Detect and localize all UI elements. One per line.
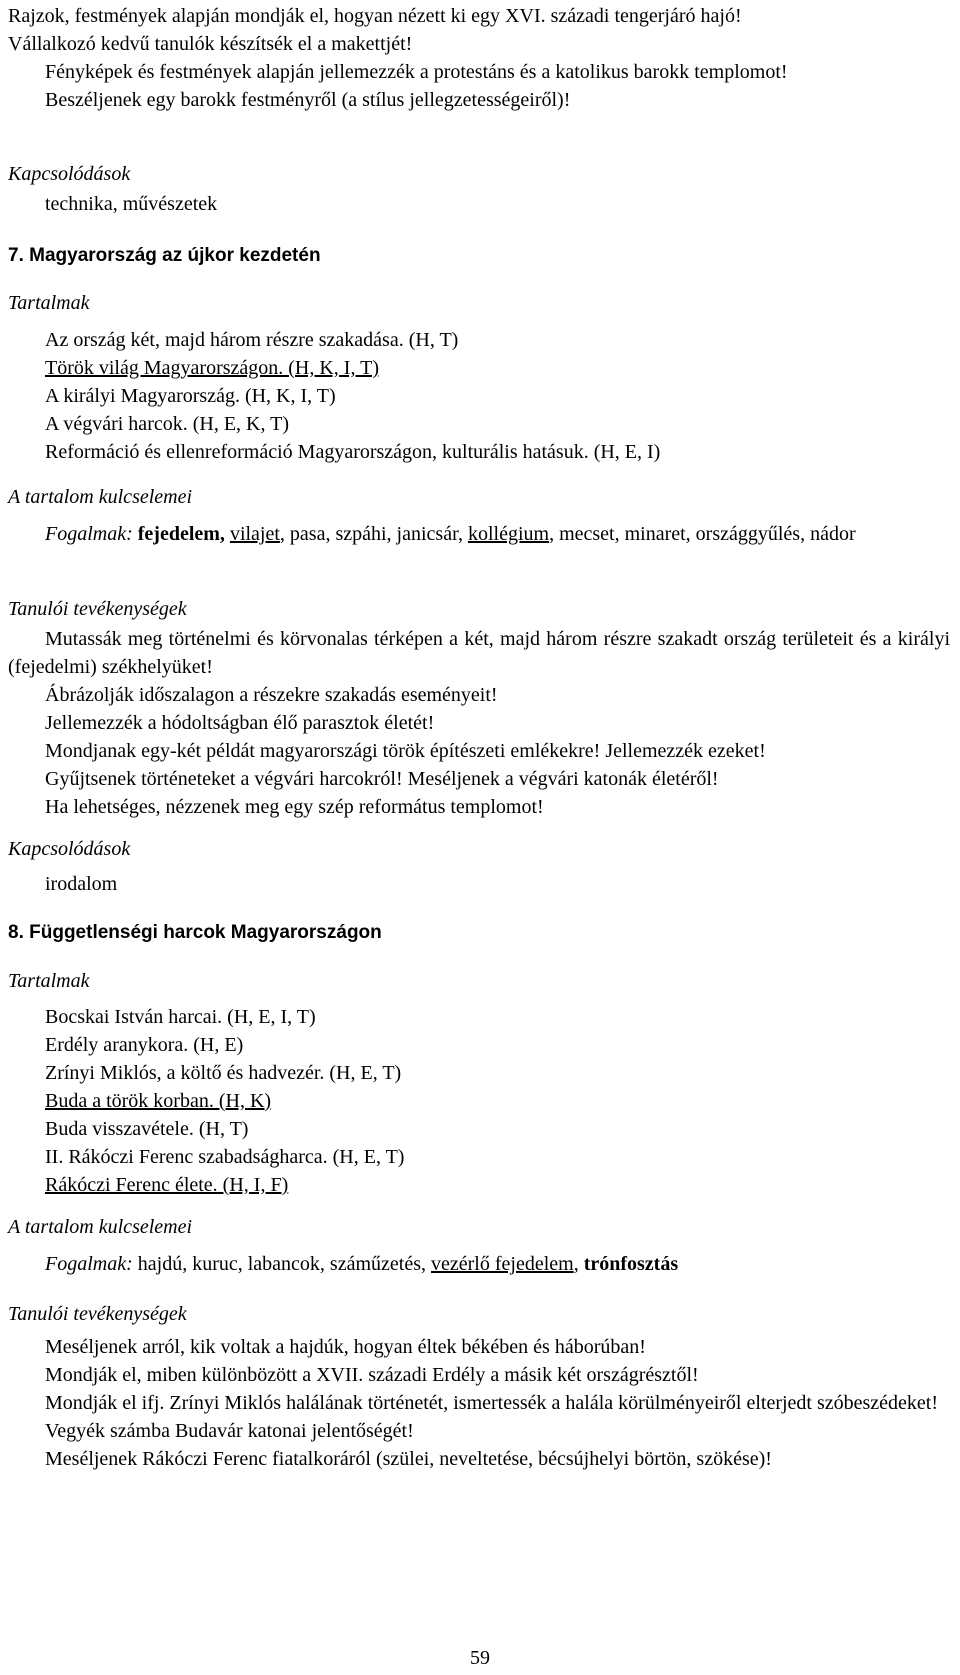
concept-underlined: kollégium xyxy=(467,523,550,545)
content-item: Az ország két, majd három részre szakadása. (H, T) xyxy=(45,329,459,351)
concept-plain: , pasa, szpáhi, janicsár, xyxy=(279,523,468,545)
section-8-activities xyxy=(8,1333,950,1473)
activity-line xyxy=(8,58,950,86)
content-item: Zrínyi Miklós, a költő és hadvezér. (H, E, T) xyxy=(45,1062,402,1084)
content-item: Reformáció és ellenreformáció Magyarországon, kulturális hatásuk. (H, E, I) xyxy=(45,441,661,463)
activity-item: Meséljenek Rákóczi Ferenc fiatalkoráról (szülei, neveltetése, bécsújhelyi börtön, szökése)! xyxy=(45,1448,772,1470)
section-label-kulcselemei: A tartalom kulcselemei xyxy=(8,1216,193,1238)
fogalmak-paragraph xyxy=(8,1250,678,1278)
section-label-kulcselemei: A tartalom kulcselemei xyxy=(8,486,193,508)
content-item: Erdély aranykora. (H, E) xyxy=(45,1034,244,1056)
section-8-content-list xyxy=(8,1003,950,1199)
page-number: 59 xyxy=(470,1647,490,1669)
content-item: Buda a török korban. (H, K) xyxy=(45,1090,272,1112)
concept-bold: trónfosztás xyxy=(583,1253,679,1275)
content-item: A királyi Magyarország. (H, K, I, T) xyxy=(45,385,336,407)
concept-plain: hajdú, kuruc, labancok, száműzetés, xyxy=(132,1253,431,1275)
activity-line: Vállalkozó kedvű tanulók készítsék el a makettjét! xyxy=(8,33,413,55)
content-item: Bocskai István harcai. (H, E, I, T) xyxy=(45,1006,316,1028)
concept-underlined: vezérlő fejedelem xyxy=(431,1253,574,1275)
section-label-kapcsolodasok: Kapcsolódások xyxy=(8,163,131,185)
activity-line: Rajzok, festmények alapján mondják el, hogyan nézett ki egy XVI. századi tengerjáró hajó! xyxy=(8,5,742,27)
activity-item: Ha lehetséges, nézzenek meg egy szép református templomot! xyxy=(45,796,544,818)
section-7-content-list xyxy=(8,326,950,466)
fogalmak-paragraph xyxy=(8,520,950,548)
concept-plain: , xyxy=(573,1253,584,1275)
activity-item: Mutassák meg történelmi és körvonalas térképen a két, majd három részre szakadt ország területeit és a királyi (fejedelmi) székhelyüket! xyxy=(8,628,950,678)
activity-item: Mondják el, miben különbözött a XVII. századi Erdély a másik két országrésztől! xyxy=(45,1364,699,1386)
section-7-title: 7. Magyarország az újkor kezdetén xyxy=(8,245,321,266)
kapcsolodasok-value: irodalom xyxy=(45,873,118,895)
content-item: II. Rákóczi Ferenc szabadságharca. (H, E, T) xyxy=(45,1146,405,1168)
content-item: Rákóczi Ferenc élete. (H, I, F) xyxy=(45,1174,289,1196)
content-item: Buda visszavétele. (H, T) xyxy=(45,1118,249,1140)
kapcsolodasok-value: technika, művészetek xyxy=(45,193,218,215)
section-label-tartalmak: Tartalmak xyxy=(8,970,90,992)
activity-item: Gyűjtsenek történeteket a végvári harcokról! Meséljenek a végvári katonák életéről! xyxy=(45,768,719,790)
activity-text: Fényképek és festmények alapján jellemezzék a protestáns és a katolikus barokk templomot! xyxy=(45,61,788,83)
section-8-title: 8. Függetlenségi harcok Magyarországon xyxy=(8,922,382,943)
section-label-tanuloi: Tanulói tevékenységek xyxy=(8,1303,187,1325)
top-activities xyxy=(8,2,950,114)
section-label-kapcsolodasok: Kapcsolódások xyxy=(8,838,131,860)
fogalmak-label: Fogalmak: xyxy=(45,1253,133,1275)
fogalmak-label: Fogalmak: xyxy=(45,523,133,545)
concept-underlined: vilajet xyxy=(229,523,280,545)
activity-item: Meséljenek arról, kik voltak a hajdúk, hogyan éltek békében és háborúban! xyxy=(45,1336,646,1358)
activity-line: Beszéljenek egy barokk festményről (a stílus jellegzetességeiről)! xyxy=(45,89,571,111)
activity-item: Mondjanak egy-két példát magyarországi török építészeti emlékekre! Jellemezzék ezeket! xyxy=(45,740,766,762)
concept-plain: , mecset, minaret, országgyűlés, nádor xyxy=(549,523,856,545)
activity-item: Vegyék számba Budavár katonai jelentőségét! xyxy=(45,1420,414,1442)
section-label-tartalmak: Tartalmak xyxy=(8,292,90,314)
section-label-tanuloi: Tanulói tevékenységek xyxy=(8,598,187,620)
section-7-activities xyxy=(8,625,950,821)
activity-item: Jellemezzék a hódoltságban élő parasztok életét! xyxy=(45,712,435,734)
content-item: A végvári harcok. (H, E, K, T) xyxy=(45,413,290,435)
activity-item: Mondják el ifj. Zrínyi Miklós halálának történetét, ismertessék a halála körülményeiről elterjedt szóbeszédeket! xyxy=(45,1392,939,1414)
content-item: Török világ Magyarországon. (H, K, I, T) xyxy=(45,357,379,379)
activity-item: Ábrázolják időszalagon a részekre szakadás eseményeit! xyxy=(45,684,498,706)
concept-bold: fejedelem, xyxy=(137,523,225,545)
